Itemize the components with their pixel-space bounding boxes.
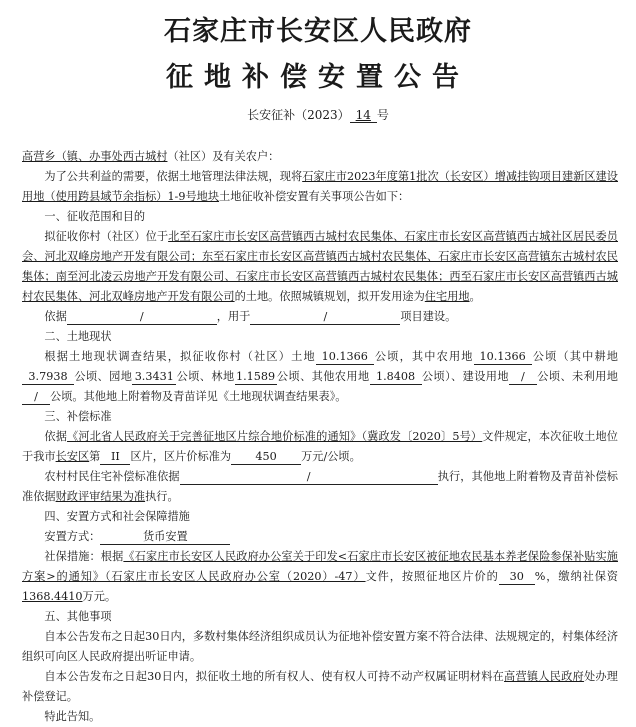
zone-number: II [100,450,130,465]
title-notice: 征地补偿安置公告 [166,62,470,93]
comp-text-c: 第 [89,450,101,463]
social-security-paragraph [22,547,618,607]
status-text-b: 公顷，其中农用地 [373,350,474,363]
comp-text-d: 区片，区片价标准为 [130,450,232,463]
method-label: 安置方式： [44,530,101,543]
construction-area: / [509,370,537,385]
crop-end: 执行。 [145,490,179,503]
farm-area: 10.1366 [474,350,532,365]
project-name: 石家庄市2023年度第1批次（长安区）增减挂钩项目建新区建设用地（使用跨县域节余指标）1-9号地块 [22,170,618,203]
title-issuer: 石家庄市长安区人民政府 [164,16,472,47]
status-text-g: 公顷）、建设用地 [421,370,509,383]
status-text-d: 公顷、园地 [74,370,133,383]
section-5-heading: 五、其他事项 [44,610,112,623]
registration-lead: 自本公告发布之日起30日内，拟征收土地的所有权人、使有权人可持不动产权属证明材料在 [44,670,505,683]
other-farm-area: 1.8408 [370,370,422,385]
addressee-rest: （社区）及有关农户： [167,150,280,163]
comp-lead: 依据 [44,430,68,443]
house-basis: / [180,470,438,485]
registration-end: 处办理补偿登记。 [22,670,618,703]
basis-mid: ，用于 [216,310,251,323]
method-value: 货币安置 [100,530,230,545]
security-percent: 30 [499,570,535,585]
section-1-heading: 一、征收范围和目的 [44,210,146,223]
security-document: 《石家庄市长安区人民政府办公室关于印发<石家庄市长安区被征地农民基本养老保险参保补贴实施方案>的通知》（石家庄市长安区人民政府办公室（2020）-47） [22,550,618,583]
comp-text-e: 万元/公顷。 [301,450,361,463]
basis-lead: 依据 [44,310,67,323]
compensation-paragraph [22,427,618,467]
house-compensation-paragraph [22,467,618,507]
addressee [22,147,618,167]
doc-suffix: 号 [376,108,389,122]
basis-end: 项目建设。 [400,310,457,323]
scope-use-lead: 的土地。依照城镇规划，拟开发用途为 [234,290,425,303]
crop-basis: 财政评审结果为准 [55,490,146,503]
hearing-paragraph: 自本公告发布之日起30日内，多数村集体经济组织成员认为征地补偿安置方案不符合法律、法规规定的，村集体经济组织可向区人民政府提出听证申请。 [22,630,619,663]
registration-paragraph [22,667,618,707]
forest-area: 1.1589 [235,370,276,383]
compensation-document: 《河北省人民政府关于完善征地区片综合地价标准的通知》（冀政发〔2020〕5号） [67,430,483,443]
doc-prefix: 长安征补（2023） [247,108,350,122]
doc-number: 14 [350,108,377,123]
section-2-heading: 二、土地现状 [44,330,112,343]
intro-text: 为了公共利益的需要，依据土地管理法律法规，现将 [44,170,303,183]
registration-office: 高营镇人民政府 [504,670,584,683]
status-text-h: 公顷、未利用地 [536,370,618,383]
status-text-c: 公顷（其中耕地 [531,350,618,363]
land-use: 住宅用地 [424,290,470,303]
project-blank: / [250,310,400,325]
district: 长安区 [55,450,90,463]
zone-price: 450 [231,450,301,465]
comp-text-b: 文件规定，本次征收土地位于我市 [22,430,618,463]
unused-area: / [22,390,50,405]
status-lead: 根据土地现状调查结果，拟征收你村（社区）土地 [44,350,316,363]
total-area: 10.1366 [316,350,374,365]
closing: 特此告知。 [44,710,101,723]
security-amount: 1368.4410 [22,590,83,603]
addressee-town: 高营乡（镇、办事处 [22,150,123,163]
land-status-paragraph [22,347,618,407]
resettlement-method [22,527,618,547]
garden-area: 3.3431 [132,370,176,385]
basis-blank: / [67,310,217,325]
intro-text-end: 土地征收补偿安置有关事项公告如下： [219,190,410,203]
arable-area: 3.7938 [22,370,74,385]
scope-boundaries: 北至石家庄市长安区高营镇西古城村农民集体、石家庄市长安区高营镇西古城社区居民委员会、河北双峰房地产开发有限公司；东至石家庄市长安区高营镇西古城村农民集体、石家庄市长安区高营镇东古城村农民集体；南至河北凌云房地产开发有限公司、石家庄市长安区高营镇西古城村农民集体；西至石家庄市长安区高营镇西古城村农民集体、河北双峰房地产开发有限公司 [22,230,618,303]
security-text-c: %，缴纳社保资 [534,570,618,583]
status-text-e: 公顷、林地 [176,370,235,383]
crop-lead: 执行，其他地上附着物及青苗补偿标准依据 [22,470,618,503]
scope-lead: 拟征收你村（社区）位于 [44,230,169,243]
security-text-d: 万元。 [82,590,117,603]
document-number [0,106,636,124]
basis-paragraph [22,307,618,327]
section-4-heading: 四、安置方式和社会保障措施 [44,510,190,523]
section-3-heading: 三、补偿标准 [44,410,112,423]
addressee-village: 西古城村 [122,150,168,163]
notice-body [22,147,618,727]
security-lead: 社保措施：根据 [44,550,124,563]
scope-end: 。 [469,290,481,303]
intro-paragraph [22,167,618,207]
status-text-i: 公顷。其他地上附着物及青苗详见《土地现状调查结果表》。 [50,390,347,403]
house-lead: 农村村民住宅补偿标准依据 [44,470,180,483]
scope-paragraph [22,227,618,307]
status-text-f: 公顷、其他农用地 [276,370,370,383]
security-text-b: 文件，按照征地区片价的 [365,570,499,583]
